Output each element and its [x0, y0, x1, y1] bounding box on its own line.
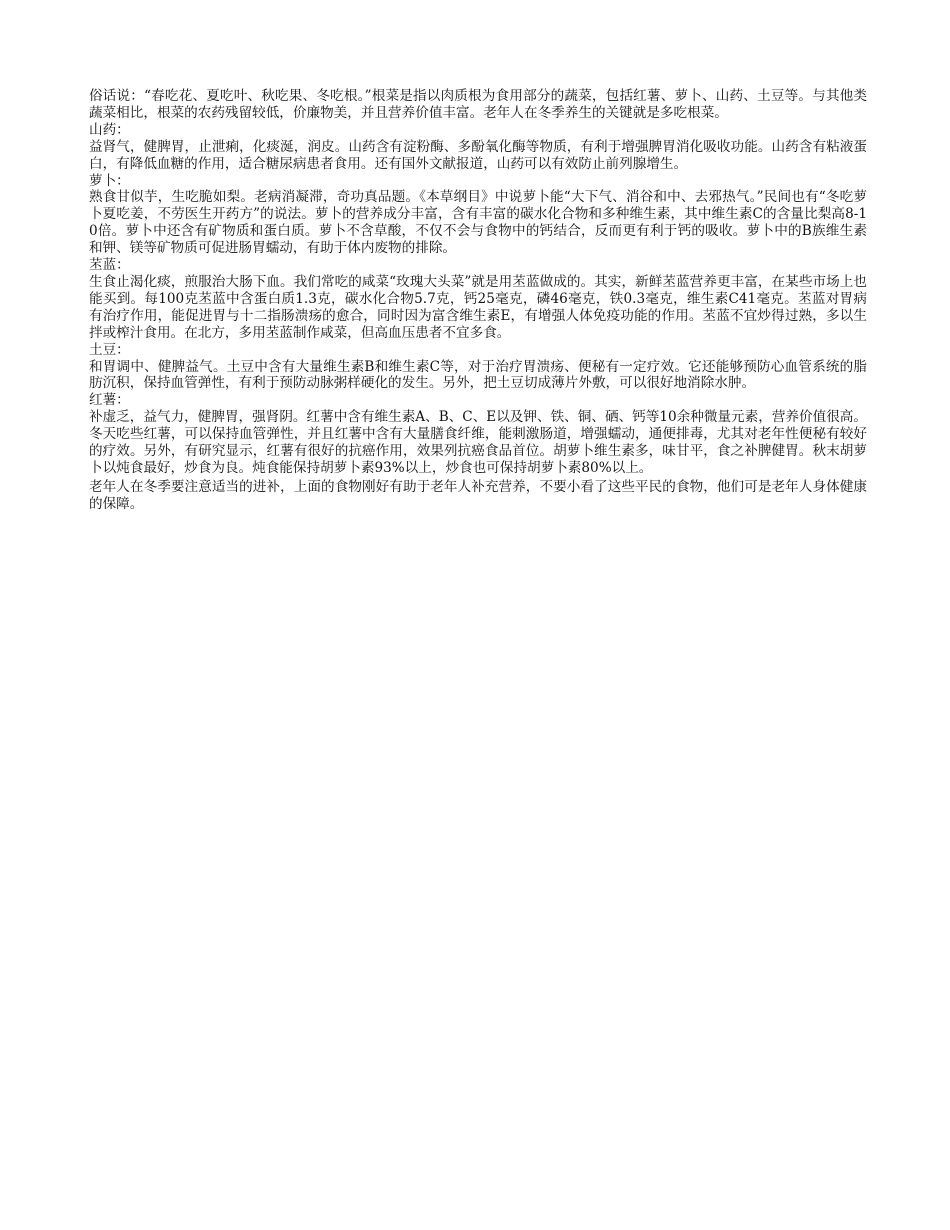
- article-body: [89, 88, 867, 513]
- closing-paragraph: 老年人在冬季要注意适当的进补，上面的食物刚好有助于老年人补充营养，不要小看了这些平民的食物，他们可是老年人身体健康的保障。: [89, 478, 867, 512]
- section-body-potato: 和胃调中、健脾益气。土豆中含有大量维生素B和维生素C等，对于治疗胃溃疡、便秘有一定疗效。它还能够预防心血管系统的脂肪沉积，保持血管弹性，有利于预防动脉粥样硬化的发生。另外，把土豆切成薄片外敷，可以很好地消除水肿。: [89, 358, 867, 392]
- section-body-yam: 益肾气，健脾胃，止泄痢，化痰涎，润皮。山药含有淀粉酶、多酚氧化酶等物质，有利于增强脾胃消化吸收功能。山药含有粘液蛋白，有降低血糖的作用，适合糖尿病患者食用。还有国外文献报道，山药可以有效防止前列腺增生。: [89, 138, 867, 172]
- intro-paragraph: 俗话说：“春吃花、夏吃叶、秋吃果、冬吃根。”根菜是指以肉质根为食用部分的蔬菜，包括红薯、萝卜、山药、土豆等。与其他类蔬菜相比，根菜的农药残留较低，价廉物美，并且营养价值丰富。老年人在冬季养生的关键就是多吃根菜。: [89, 88, 867, 121]
- section-heading-radish: 萝卜：: [89, 172, 130, 189]
- section-heading-sweet-potato: 红薯：: [89, 392, 130, 409]
- section-body-radish: 熟食甘似芋，生吃脆如梨。老病消凝滞，奇功真品题。《本草纲目》中说萝卜能“大下气、消谷和中、去邪热气。”民间也有“冬吃萝卜夏吃姜，不劳医生开药方”的说法。萝卜的营养成分丰富，含有丰富的碳水化合物和多种维生素，其中维生素C的含量比梨高8-10倍。萝卜中还含有矿物质和蛋白质。萝卜不含草酸，不仅不会与食物中的钙结合，反而更有利于钙的吸收。萝卜中的B族维生素和钾、镁等矿物质可促进肠胃蠕动，有助于体内废物的排除。: [89, 189, 867, 257]
- section-heading-potato: 土豆：: [89, 341, 130, 358]
- section-heading-yam: 山药：: [89, 121, 130, 138]
- section-body-kohlrabi: 生食止渴化痰，煎服治大肠下血。我们常吃的咸菜“玫瑰大头菜”就是用苤蓝做成的。其实，新鲜苤蓝营养更丰富，在某些市场上也能买到。每100克苤蓝中含蛋白质1.3克，碳水化合物5.7克，钙25毫克，磷46毫克，铁0.3毫克，维生素C41毫克。苤蓝对胃病有治疗作用，能促进胃与十二指肠溃疡的愈合，同时因为富含维生素E，有增强人体免疫功能的作用。苤蓝不宜炒得过熟，多以生拌或榨汁食用。在北方，多用苤蓝制作咸菜，但高血压患者不宜多食。: [89, 273, 867, 341]
- section-body-sweet-potato: 补虚乏，益气力，健脾胃，强肾阴。红薯中含有维生素A、B、C、E以及钾、铁、铜、硒、钙等10余种微量元素，营养价值很高。冬天吃些红薯，可以保持血管弹性，并且红薯中含有大量膳食纤维，能刺激肠道，增强蠕动，通便排毒，尤其对老年性便秘有较好的疗效。另外，有研究显示，红薯有很好的抗癌作用，效果列抗癌食品首位。胡萝卜维生素多，味甘平，食之补脾健胃。秋末胡萝卜以炖食最好，炒食为良。炖食能保持胡萝卜素93%以上，炒食也可保持胡萝卜素80%以上。: [89, 409, 867, 476]
- section-heading-kohlrabi: 苤蓝：: [89, 257, 130, 274]
